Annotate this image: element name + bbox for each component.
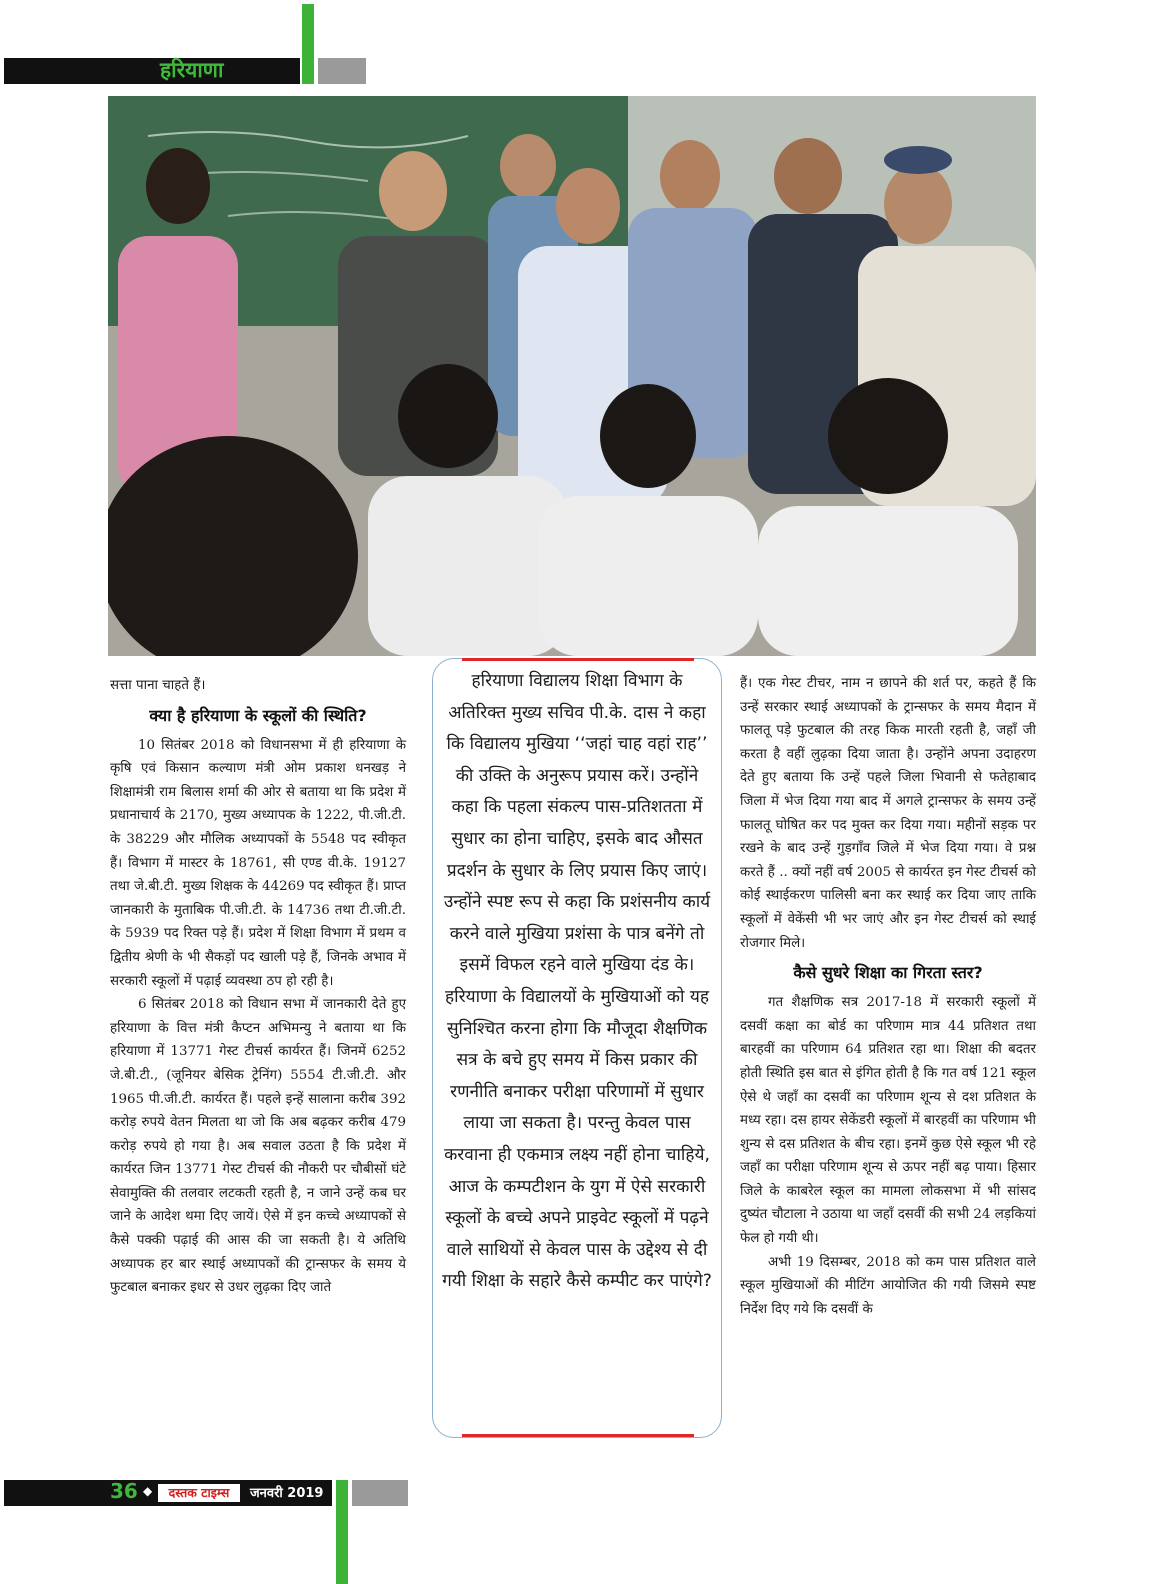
right-paragraph-1: हैं। एक गेस्ट टीचर, नाम न छापने की शर्त पर, कहते हैं कि उन्हें सरकार स्थाई अध्यापकों के ट्रान्सफर के समय मैदान में फालतू पड़े फुटबाल की तरह किक मारती रहती है, जहाँ जी करता है वहीं लुढ़का दिया जाता है। उन्होंने अपना उदाहरण देते हुए बताया कि उन्हें पहले जिला भिवानी से फतेहाबाद जिला में भेज दिया गया बाद में अगले ट्रान्सफर के समय उन्हें फालतू घोषित कर पद मुक्त कर दिया गया। महीनों सड़क पर रखने के बाद उन्हें गुड़गाँव जिले में भेज दिया गया। वे प्रश्न करते हैं .. क्यों नहीं वर्ष 2005 से कार्यरत इन गेस्ट टीचर्स को कोई स्थाईकरण पालिसी बना कर स्थाई कर दिया जाए ताकि स्कूलों में वेकेंसी भी भर जाएं और इन गेस्ट टीचर्स को स्थाई रोजगार मिले।: [740, 676, 1036, 951]
police-cap: [884, 146, 952, 174]
footer-accent-bar: [336, 1480, 348, 1584]
issue-date: जनवरी 2019: [250, 1486, 324, 1501]
right-subheading: कैसे सुधरे शिक्षा का गिरता स्तर?: [793, 963, 983, 983]
left-column: [110, 674, 406, 1300]
left-paragraph-1: 10 सितंबर 2018 को विधानसभा में ही हरियाणा के कृषि एवं किसान कल्याण मंत्री ओम प्रकाश धनखड़ ने शिक्षामंत्री राम बिलास शर्मा की ओर से बताया था कि प्रदेश में प्रधानाचार्य के 2170, मुख्य अध्यापक के 1222, पी.जी.टी. के 38229 और मौलिक अध्यापकों के 5548 पद स्वीकृत हैं। विभाग में मास्टर के 18761, सी एण्ड वी.के. 19127 तथा जे.बी.टी. मुख्य शिक्षक के 44269 पद स्वीकृत हैं। प्राप्त जानकारी के मुताबिक पी.जी.टी. के 14736 तथा टी.जी.टी. के 5939 पद रिक्त पड़े हैं। प्रदेश में शिक्षा विभाग में प्रथम व द्वितीय श्रेणी के भी सैकड़ों पद खाली पड़े हैं, जिनके अभाव में सरकारी स्कूलों में पढ़ाई व्यवस्था ठप हो रही है।: [110, 737, 406, 989]
page-number: 36: [110, 1479, 138, 1503]
footer-grey-block: [352, 1480, 408, 1506]
right-paragraph-3: अभी 19 दिसम्बर, 2018 को कम पास प्रतिशत वाले स्कूल मुखियाओं की मीटिंग आयोजित की गयी जिसमे स्पष्ट निर्देश दिए गये कि दसवीं के: [740, 1254, 1036, 1317]
magazine-logo: दस्तक टाइम्स: [158, 1484, 240, 1502]
right-paragraph-2: गत शैक्षणिक सत्र 2017-18 में सरकारी स्कूलों में दसवीं कक्षा का बोर्ड का परिणाम मात्र 44 प्रतिशत तथा बारहवीं का परिणाम 64 प्रतिशत रहा था। शिक्षा की बदतर होती स्थिति इस बात से इंगित होती है कि गत वर्ष 121 स्कूल ऐसे थे जहाँ का दसवीं का परिणाम शून्य से दश प्रतिशत के मध्य रहा। दस हायर सेकेंडरी स्कूलों में बारहवीं का परिणाम भी शुन्य से दस प्रतिशत के बीच रहा। इनमें कुछ ऐसे स्कूल भी रहे जहाँ का परीक्षा परिणाम शून्य से ऊपर नहीं बढ़ पाया। हिसार जिले के काबरेल स्कूल का मामला लोकसभा में भी सांसद दुष्यंत चौटाला ने उठाया था जहाँ दसवीं की सभी 24 लड़कियां फेल हो गयी थी।: [740, 995, 1036, 1247]
left-paragraph-2: 6 सितंबर 2018 को विधान सभा में जानकारी देते हुए हरियाणा के वित्त मंत्री कैप्टन अभिमन्यु ने बताया था कि हरियाणा में 13771 गेस्ट टीचर्स कार्यरत हैं। जिनमें 6252 जे.बी.टी., (जूनियर बेसिक ट्रेनिंग) 5554 टी.जी.टी. और 1965 पी.जी.टी. कार्यरत हैं। पहले इन्हें सालाना करीब 392 करोड़ रुपये वेतन मिलता था जो कि अब बढ़कर करीब 479 करोड़ रुपये हो गया है। अब सवाल उठता है कि प्रदेश में कार्यरत जिन 13771 गेस्ट टीचर्स की नौकरी पर चौबीसों घंटे सेवामुक्ति की तलवार लटकती रहती है, न जाने उन्हें कब घर जाने के आदेश थमा दिए जायें। ऐसे में इन कच्चे अध्यापकों से कैसे पक्की पढ़ाई की आस की जा सकती है। ये अतिथि अध्यापक हर बार स्थाई अध्यापकों की ट्रान्सफर के समय ये फुटबाल बनाकर इधर से उधर लुढ़का दिए जाते: [110, 997, 406, 1296]
section-title: हरियाणा: [160, 58, 224, 82]
right-column: [740, 672, 1036, 1321]
pull-quote-text: हरियाणा विद्यालय शिक्षा विभाग के अतिरिक्त मुख्य सचिव पी.के. दास ने कहा कि विद्यालय मुखिया ‘‘जहां चाह वहां राह’’ की उक्ति के अनुरूप प्रयास करें। उन्होंने कहा कि पहला संकल्प पास-प्रतिशतता में सुधार का होना चाहिए, इसके बाद औसत प्रदर्शन के सुधार के लिए प्रयास किए जाएं। उन्होंने स्पष्ट रूप से कहा कि प्रशंसनीय कार्य करने वाले मुखिया प्रशंसा के पात्र बनेंगे तो इसमें विफल रहने वाले मुखिया दंड के। हरियाणा के विद्यालयों के मुखियाओं को यह सुनिश्चित करना होगा कि मौजूदा शैक्षणिक सत्र के बचे हुए समय में किस प्रकार की रणनीति बनाकर परीक्षा परिणामों में सुधार लाया जा सकता है। परन्तु केवल पास करवाना ही एकमात्र लक्ष्य नहीं होना चाहिये, आज के कम्पटीशन के युग में ऐसे सरकारी स्कूलों के बच्चे अपने प्राइवेट स्कूलों में पढ़ने वाले साथियों से केवल पास के उद्देश्य से दी गयी शिक्षा के सहारे कैसे कम्पीट कर पाएंगे?: [442, 671, 712, 1292]
footer-bullet-icon: ◆: [143, 1484, 153, 1498]
header-band: [4, 58, 300, 84]
left-carryover: सत्ता पाना चाहते हैं।: [110, 678, 206, 693]
header-accent-bar: [302, 4, 314, 84]
left-subheading: क्या है हरियाणा के स्कूलों की स्थिति?: [149, 705, 367, 725]
photo-illustration: [108, 96, 1036, 656]
header-grey-block: [318, 58, 366, 84]
pull-quote-top-rule: [462, 658, 694, 661]
classroom-photo: [108, 96, 1036, 656]
pull-quote-bottom-rule: [462, 1434, 694, 1437]
